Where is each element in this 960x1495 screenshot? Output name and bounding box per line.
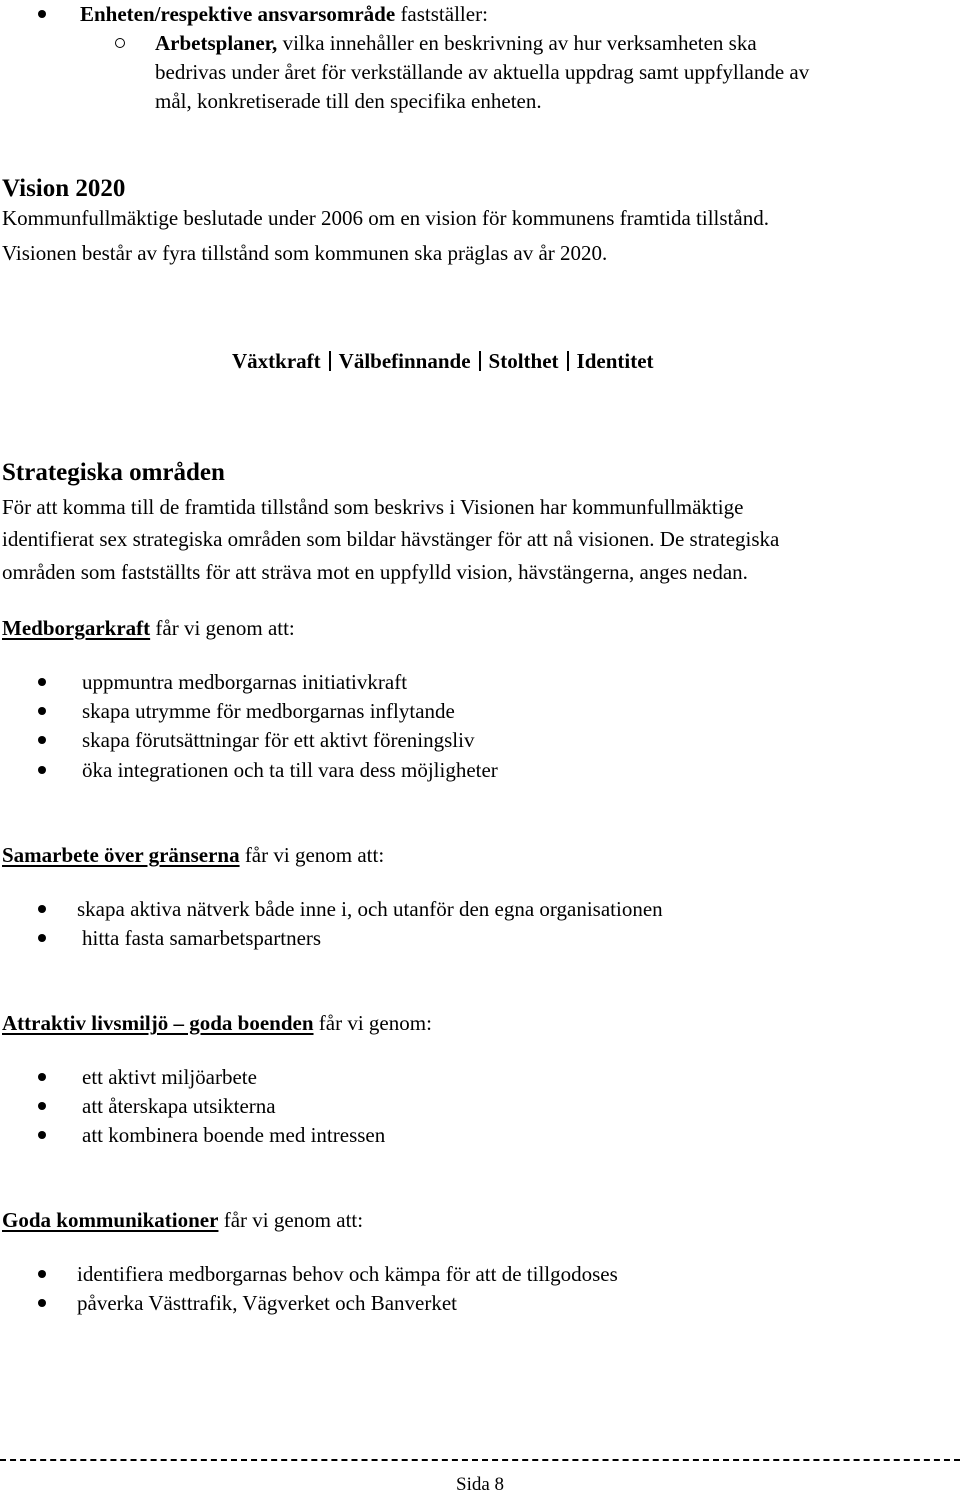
sub-line-1 xyxy=(155,33,757,54)
separator xyxy=(567,351,569,371)
vision-line-2: Visionen består av fyra tillstånd som kommunen ska präglas av år 2020. xyxy=(2,241,608,265)
list-item: öka integrationen och ta till vara dess möjligheter xyxy=(82,758,498,782)
section-title: Samarbete över gränserna xyxy=(2,843,240,867)
footer-divider xyxy=(0,1459,960,1461)
section-suffix: får vi genom att: xyxy=(150,616,295,640)
section-heading xyxy=(2,618,295,639)
sub-line-2: bedrivas under året för verkställande av aktuella uppdrag samt uppfyllande av xyxy=(155,60,810,84)
list-item: skapa utrymme för medborgarnas inflytande xyxy=(82,699,455,723)
strategic-line-3: områden som fastställts för att sträva mot en uppfylld vision, hävstängerna, anges nedan. xyxy=(2,560,748,584)
values-row xyxy=(232,351,654,372)
list-item: att återskapa utsikterna xyxy=(82,1094,276,1118)
list-item: uppmuntra medborgarnas initiativkraft xyxy=(82,670,408,694)
bullet-icon xyxy=(38,766,46,774)
list-item: identifiera medborgarnas behov och kämpa för att de tillgodoses xyxy=(77,1262,618,1286)
bullet-icon xyxy=(38,678,46,686)
vision-line-1: Kommunfullmäktige beslutade under 2006 om en vision för kommunens framtida tillstånd. xyxy=(2,206,769,230)
list-item: ett aktivt miljöarbete xyxy=(82,1065,257,1089)
strategic-title: Strategiska områden xyxy=(2,459,225,486)
intro-line xyxy=(80,4,488,25)
list-item: påverka Västtrafik, Vägverket och Banverket xyxy=(77,1291,457,1315)
separator xyxy=(329,351,331,371)
strategic-line-2: identifierat sex strategiska områden som bildar hävstänger för att nå visionen. De strategiska xyxy=(2,527,780,551)
bullet-icon xyxy=(38,1131,46,1139)
sub-bold: Arbetsplaner, xyxy=(155,31,278,55)
value-identitet: Identitet xyxy=(576,349,654,373)
section-suffix: får vi genom att: xyxy=(218,1208,364,1232)
section-heading xyxy=(2,1210,363,1231)
sub-line-3: mål, konkretiserade till den specifika enheten. xyxy=(155,89,542,113)
page-number: Sida 8 xyxy=(456,1474,505,1495)
bullet-icon xyxy=(38,1270,46,1278)
value-stolthet: Stolthet xyxy=(488,349,559,373)
section-suffix: får vi genom: xyxy=(313,1011,432,1035)
bullet-icon xyxy=(38,1073,46,1081)
list-item: hitta fasta samarbetspartners xyxy=(82,926,322,950)
separator xyxy=(479,351,481,371)
section-title: Attraktiv livsmiljö – goda boenden xyxy=(2,1011,314,1035)
bullet-icon xyxy=(38,707,46,715)
sub-rest: vilka innehåller en beskrivning av hur verksamheten ska xyxy=(277,31,757,55)
bullet-icon xyxy=(38,10,46,18)
section-title: Goda kommunikationer xyxy=(2,1208,219,1232)
list-item: att kombinera boende med intressen xyxy=(82,1123,386,1147)
bullet-icon xyxy=(38,905,46,913)
bullet-icon xyxy=(38,736,46,744)
section-heading xyxy=(2,845,384,866)
value-valbefinnande: Välbefinnande xyxy=(338,349,471,373)
list-item: skapa förutsättningar för ett aktivt föreningsliv xyxy=(82,728,475,752)
section-heading xyxy=(2,1013,432,1034)
section-title: Medborgarkraft xyxy=(2,616,151,640)
value-vaxtkraft: Växtkraft xyxy=(232,349,321,373)
circle-bullet-icon xyxy=(115,38,125,48)
intro-rest: fastställer: xyxy=(395,2,488,26)
bullet-icon xyxy=(38,1299,46,1307)
bullet-icon xyxy=(38,1102,46,1110)
section-suffix: får vi genom att: xyxy=(239,843,385,867)
bullet-icon xyxy=(38,934,46,942)
strategic-line-1: För att komma till de framtida tillstånd som beskrivs i Visionen har kommunfullmäktige xyxy=(2,495,744,519)
list-item: skapa aktiva nätverk både inne i, och utanför den egna organisationen xyxy=(77,897,663,921)
vision-title: Vision 2020 xyxy=(2,175,126,202)
intro-bold: Enheten/respektive ansvarsområde xyxy=(80,2,396,26)
